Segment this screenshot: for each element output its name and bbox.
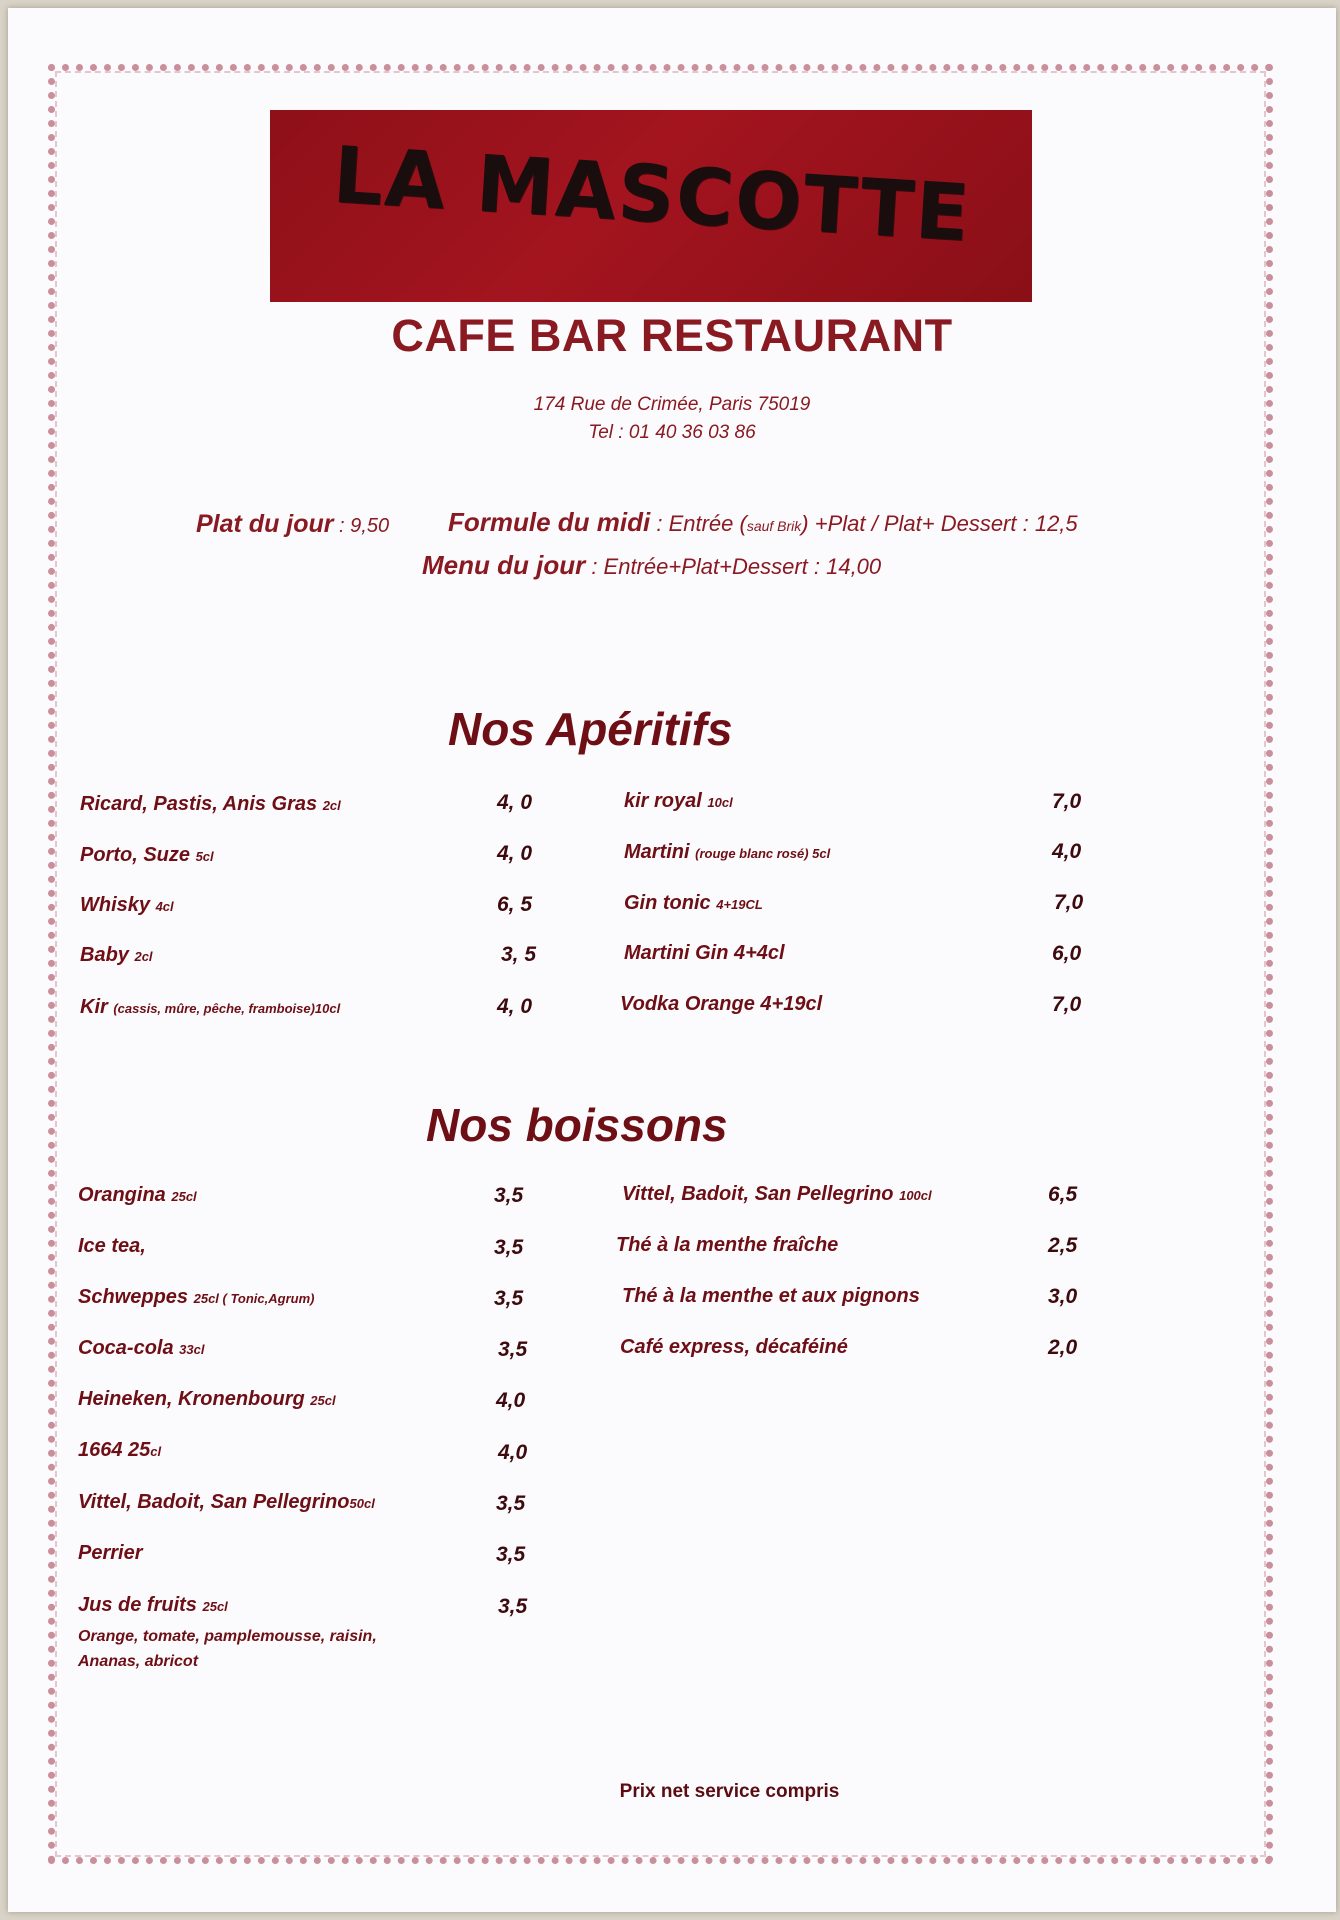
aperitif-item: Porto, Suze 5cl <box>80 844 214 866</box>
aperitif-price: 4, 0 <box>497 995 533 1018</box>
aperitif-price: 4,0 <box>1052 840 1082 863</box>
boisson-price: 2,5 <box>1048 1234 1078 1257</box>
boisson-price: 4,0 <box>498 1441 528 1464</box>
boissons-title: Nos boissons <box>426 1099 728 1151</box>
aperitif-price: 6,0 <box>1052 942 1082 965</box>
aperitif-item: Whisky 4cl <box>80 894 174 916</box>
boisson-price: 4,0 <box>496 1389 526 1412</box>
page-subtitle: CAFE BAR RESTAURANT <box>391 310 953 361</box>
logo-text: LA MASCOTTE <box>330 130 974 260</box>
aperitif-price: 3, 5 <box>501 943 537 966</box>
aperitif-price: 6, 5 <box>497 893 533 916</box>
aperitif-item: Gin tonic 4+19CL <box>624 892 763 914</box>
boisson-price: 3,5 <box>498 1595 528 1618</box>
aperitif-price: 4, 0 <box>497 842 533 865</box>
aperitif-price: 7,0 <box>1052 993 1082 1016</box>
phone: Tel : 01 40 36 03 86 <box>588 422 756 443</box>
aperitifs-title: Nos Apéritifs <box>448 703 733 755</box>
boisson-item: Café express, décaféiné <box>620 1336 848 1358</box>
boisson-item: Thé à la menthe et aux pignons <box>622 1285 920 1307</box>
aperitif-price: 4, 0 <box>497 791 533 814</box>
boisson-item: Vittel, Badoit, San Pellegrino50cl <box>78 1491 375 1513</box>
aperitif-price: 7,0 <box>1054 891 1084 914</box>
boisson-price: 3,5 <box>494 1184 524 1207</box>
boisson-price: 3,5 <box>494 1236 524 1259</box>
boisson-price: 3,5 <box>496 1492 526 1515</box>
boisson-item: Heineken, Kronenbourg 25cl <box>78 1388 336 1410</box>
menu-du-jour: Menu du jour : Entrée+Plat+Dessert : 14,00 <box>422 550 882 580</box>
aperitif-price: 7,0 <box>1052 790 1082 813</box>
boisson-price: 3,0 <box>1048 1285 1078 1308</box>
boisson-item: Perrier <box>78 1542 143 1564</box>
aperitif-item: Baby 2cl <box>80 944 153 966</box>
boisson-item: Thé à la menthe fraîche <box>616 1234 839 1256</box>
menu-page <box>8 8 1336 1912</box>
boisson-item: Jus de fruits 25cl <box>78 1594 228 1616</box>
boisson-item: Orangina 25cl <box>78 1184 197 1206</box>
address: 174 Rue de Crimée, Paris 75019 <box>533 394 811 415</box>
boisson-price: 3,5 <box>496 1543 526 1566</box>
boisson-price: 2,0 <box>1048 1336 1078 1359</box>
boisson-item: Vittel, Badoit, San Pellegrino 100cl <box>622 1183 932 1205</box>
aperitif-item: Vodka Orange 4+19cl <box>620 993 823 1015</box>
boisson-price: 3,5 <box>498 1338 528 1361</box>
boisson-item: Ice tea, <box>78 1235 146 1257</box>
aperitif-item: Martini (rouge blanc rosé) 5cl <box>624 841 831 863</box>
aperitif-item: Kir (cassis, mûre, pêche, framboise)10cl <box>80 996 341 1018</box>
plat-du-jour: Plat du jour : 9,50 <box>196 510 390 538</box>
logo-banner <box>270 110 1032 302</box>
boisson-price: 3,5 <box>494 1287 524 1310</box>
boisson-item: Schweppes 25cl ( Tonic,Agrum) <box>78 1286 315 1308</box>
aperitif-item: Ricard, Pastis, Anis Gras 2cl <box>80 793 341 815</box>
boisson-price: 6,5 <box>1048 1183 1078 1206</box>
footer-note: Prix net service compris <box>619 1781 840 1802</box>
formule-du-midi: Formule du midi : Entrée (sauf Brik) +Plat / Plat+ Dessert : 12,5 <box>448 507 1078 537</box>
juice-flavors: Orange, tomate, pamplemousse, raisin, Ananas, abricot <box>78 1628 377 1670</box>
boisson-item: 1664 25cl <box>78 1439 162 1461</box>
aperitif-item: Martini Gin 4+4cl <box>624 942 785 964</box>
aperitif-item: kir royal 10cl <box>624 790 733 812</box>
boisson-item: Coca-cola 33cl <box>78 1337 205 1359</box>
